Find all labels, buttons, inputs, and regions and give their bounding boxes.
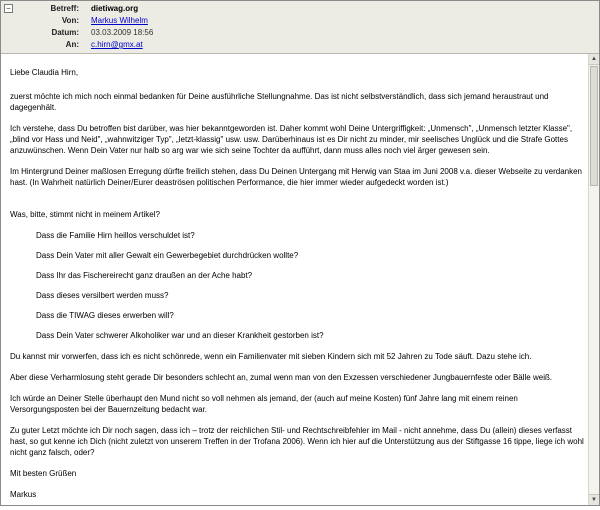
message-body [2, 54, 588, 505]
question-item: Dass die Familie Hirn heillos verschuldet ist? [36, 231, 195, 240]
question-item: Dass Dein Vater schwerer Alkoholiker war und an dieser Krankheit gestorben ist? [36, 331, 324, 340]
paragraph: Ich würde an Deiner Stelle überhaupt den Mund nicht so voll nehmen als jemand, der (auch auf meine Kosten) fünf Jahre lang mit einem reinen Versorgungsposten bei der Bauernzeitung bedacht war. [10, 394, 518, 414]
header-row-subject [1, 3, 591, 14]
paragraph: Aber diese Verharmlosung steht gerade Dir besonders schlecht an, zumal wenn man von den Exzessen verschiedener Jungbauernfeste oder Bälle weiß. [10, 373, 553, 382]
to-label: An: [65, 40, 79, 49]
paragraph: Zu guter Letzt möchte ich Dir noch sagen, dass ich – trotz der reichlichen Stil- und Rechtschreibfehler im Mail - nicht annehme, dass Du (allein) dieses verfasst hast, so gut kenne ich Dich (nicht zuletzt von unserem Treffen in der Trofana 2006). Wenn ich hier auf die Unterstützung aus der Stiftgasse 16 tippe, liege ich wohl nicht ganz falsch, oder? [10, 426, 584, 457]
signature: Markus [10, 490, 37, 499]
question-item: Dass Ihr das Fischereirecht ganz draußen an der Ache habt? [36, 271, 253, 280]
paragraph: Ich verstehe, dass Du betroffen bist darüber, was hier bekanntgeworden ist. Daher kommt wohl Deine Untergriffigkeit: „Unmensch", „Unmensch letzter Klasse", „blind vor Hass und Neid", „wahnwitziger Typ", „letzt-klassig" usw. usw. Darüberhinaus ist es Dir nicht zu minder, mir seelisches Unglück und die Strafe Gottes anzuwünschen. Wenn Dein Vater nur halb so arg war wie sich seine Tochter da aufführt, dann muss alles noch viel ärger gewesen sein. [10, 124, 573, 155]
closing: Mit besten Grüßen [10, 469, 77, 478]
question-list [10, 230, 584, 341]
paragraph: zuerst möchte ich mich noch einmal bedanken für Deine ausführliche Stellungnahme. Das ist nicht selbstverständlich, dass sich jemand heraustraut und dagegenhält. [10, 92, 549, 112]
scroll-up-button[interactable]: ▲ [589, 54, 599, 65]
date-label: Datum: [51, 28, 79, 37]
from-link[interactable]: Markus Wilhelm [91, 16, 148, 25]
header-row-from [1, 15, 591, 26]
question-item: Dass die TIWAG dieses erwerben will? [36, 311, 174, 320]
question-item: Dass dieses versilbert werden muss? [36, 291, 169, 300]
subject-label: Betreff: [50, 4, 79, 13]
from-label: Von: [61, 16, 79, 25]
header-right-edge [589, 1, 599, 53]
date-value: 03.03.2009 18:56 [91, 28, 154, 37]
message-text [10, 67, 584, 510]
vertical-scrollbar[interactable] [588, 54, 599, 505]
header-row-date [1, 27, 591, 38]
paragraph: Du kannst mir vorwerfen, dass ich es nicht schönrede, wenn ein Familienvater mit sieben Kindern sich mit 52 Jahren zu Tode säuft. Dazu stehe ich. [10, 352, 532, 361]
question-item: Dass Dein Vater mit aller Gewalt ein Gewerbegebiet durchdrücken wollte? [36, 251, 299, 260]
mail-header [1, 1, 599, 54]
paragraph: Im Hintergrund Deiner maßlosen Erregung dürfte freilich stehen, dass Du Deinen Untergang mit Herwig van Staa im Juni 2008 v.a. dieser Webseite zu verdanken hast. (In Wahrheit natürlich Deiner/Eurer deaströsen politischen Performance, die hier immer wieder aufgedeckt worden ist.) [10, 167, 582, 187]
to-link[interactable]: c.hirn@gmx.at [91, 40, 143, 49]
question-intro: Was, bitte, stimmt nicht in meinem Artikel? [10, 210, 160, 219]
collapse-header-button[interactable]: − [4, 4, 13, 13]
greeting: Liebe Claudia Hirn, [10, 68, 79, 77]
scroll-down-button[interactable]: ▼ [589, 494, 599, 505]
subject-value: dietiwag.org [91, 4, 139, 13]
scrollbar-thumb[interactable] [590, 66, 598, 186]
header-row-to [1, 39, 591, 50]
